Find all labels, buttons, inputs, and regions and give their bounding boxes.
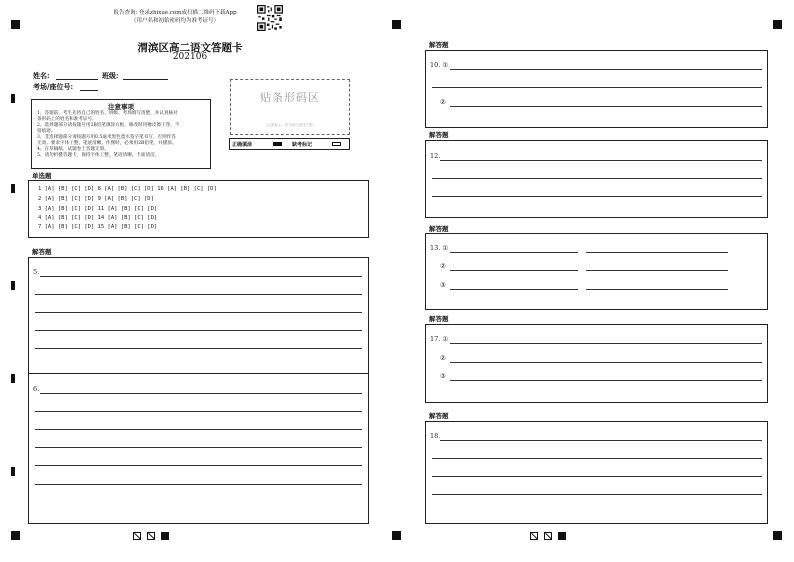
corner-mark-bottom-right bbox=[773, 531, 782, 540]
timing-mark-left-3 bbox=[11, 281, 15, 290]
question-12-number: 12. bbox=[430, 152, 441, 160]
notice-box bbox=[31, 99, 211, 169]
mc-row[interactable]: 7 [A] [B] [C] [D] 15 [A] [B] [C] [D] bbox=[38, 224, 158, 230]
q13-writing-line[interactable] bbox=[450, 289, 578, 290]
q6-writing-line[interactable] bbox=[35, 429, 362, 430]
absent-mark-label: 缺考标记 bbox=[292, 142, 313, 148]
answer-section-label-q17: 解答题 bbox=[429, 315, 449, 323]
answer-box-q17 bbox=[425, 324, 768, 403]
class-label: 班级: bbox=[102, 71, 119, 80]
class-input-line[interactable] bbox=[123, 79, 168, 80]
qr-code-icon bbox=[257, 5, 283, 31]
exam-title: 渭滨区高二语文答题卡 bbox=[137, 42, 243, 54]
q10-writing-line[interactable] bbox=[450, 106, 762, 107]
timing-mark-left-1 bbox=[11, 94, 15, 103]
q5-writing-line[interactable] bbox=[35, 294, 362, 295]
q12-writing-line[interactable] bbox=[432, 178, 762, 179]
q5-writing-line[interactable] bbox=[35, 330, 362, 331]
footer-check-icon bbox=[133, 532, 141, 540]
question-18-number: 18. bbox=[430, 432, 441, 440]
answer-section-label-q10: 解答题 bbox=[429, 41, 449, 49]
question-17-part-2: ② bbox=[440, 354, 446, 362]
report-query-line-2: （用户名和初始密码均为准考证号） bbox=[130, 18, 219, 24]
q17-writing-line[interactable] bbox=[450, 343, 762, 344]
footer-check-icon bbox=[544, 532, 552, 540]
q18-writing-line[interactable] bbox=[440, 440, 762, 441]
notice-line: 条形码上的姓名和准考证号。 bbox=[37, 117, 97, 122]
q17-writing-line[interactable] bbox=[450, 362, 762, 363]
notice-title: 注意事项 bbox=[108, 103, 134, 111]
q13-writing-line[interactable] bbox=[450, 270, 578, 271]
mc-row[interactable]: 1 [A] [B] [C] [D] 8 [A] [B] [C] [D] 16 [A] [B] [C] [D] bbox=[38, 186, 217, 192]
footer-check-icon bbox=[530, 532, 538, 540]
question-5-number: 5. bbox=[33, 268, 40, 276]
name-input-line[interactable] bbox=[56, 79, 98, 80]
report-query-note bbox=[100, 9, 250, 25]
answer-section-label-q12: 解答题 bbox=[429, 131, 449, 139]
q12-writing-line[interactable] bbox=[432, 196, 762, 197]
q17-writing-line[interactable] bbox=[450, 380, 762, 381]
seat-input-line[interactable] bbox=[80, 90, 98, 91]
question-10-number: 10. ① bbox=[430, 61, 449, 69]
notice-line: 4、在草稿纸、试题卷上答题无效。 bbox=[37, 147, 109, 152]
answer-section-label-left: 解答题 bbox=[32, 248, 52, 256]
q6-writing-line[interactable] bbox=[35, 484, 362, 485]
q6-writing-line[interactable] bbox=[40, 393, 362, 394]
notice-line: 留痕迹。 bbox=[37, 129, 56, 134]
notice-line: 3、非选择题部分请按题号用0.5毫米黑色墨水签字笔书写，否则作答 bbox=[37, 135, 176, 140]
q6-writing-line[interactable] bbox=[35, 465, 362, 466]
timing-mark-left-5 bbox=[11, 467, 15, 476]
notice-line: 2、选择题部分请按题号用2B铅笔填涂方框，修改时用橡皮擦干净，不 bbox=[37, 123, 180, 128]
notice-line: 5、请勿折叠答题卡，保持字体工整、笔迹清晰、卡面清洁。 bbox=[37, 153, 160, 158]
answer-box-q5 bbox=[28, 257, 369, 374]
barcode-area bbox=[230, 79, 350, 135]
mc-row[interactable]: 3 [A] [B] [C] [D] 11 [A] [B] [C] [D] bbox=[38, 206, 158, 212]
correct-fill-sample bbox=[273, 142, 282, 146]
answer-box-q6 bbox=[28, 373, 369, 524]
notice-line: 无效。要求字体工整、笔迹清晰。作图时，必须用2B铅笔，并描浓。 bbox=[37, 141, 177, 146]
exam-code: 202106 bbox=[172, 52, 208, 62]
q6-writing-line[interactable] bbox=[35, 411, 362, 412]
q13-writing-line[interactable] bbox=[586, 289, 728, 290]
question-6-number: 6. bbox=[33, 385, 40, 393]
absent-mark-box[interactable] bbox=[332, 142, 341, 146]
q5-writing-line[interactable] bbox=[35, 312, 362, 313]
answer-box-q12 bbox=[425, 140, 768, 218]
footer-filled-mark bbox=[558, 532, 566, 540]
q10-writing-line[interactable] bbox=[450, 69, 762, 70]
question-13-part-3: ③ bbox=[440, 281, 446, 289]
answer-section-label-q13: 解答题 bbox=[429, 225, 449, 233]
q12-writing-line[interactable] bbox=[440, 160, 762, 161]
question-10-part-2: ② bbox=[440, 98, 446, 106]
question-17-part-3: ③ bbox=[440, 372, 446, 380]
mc-section-label: 单选题 bbox=[32, 172, 52, 180]
mid-mark-left-bottom bbox=[392, 531, 401, 540]
report-query-line-1: 报告查询: 登录zhixue.com或扫描二维码下载App bbox=[113, 10, 237, 16]
mid-mark-left bbox=[392, 20, 401, 29]
q6-writing-line[interactable] bbox=[35, 447, 362, 448]
question-13-part-2: ② bbox=[440, 262, 446, 270]
answer-box-q18 bbox=[425, 421, 768, 524]
q13-writing-line[interactable] bbox=[586, 270, 728, 271]
answer-box-q10 bbox=[425, 50, 768, 128]
q18-writing-line[interactable] bbox=[432, 476, 762, 477]
name-label: 姓名: bbox=[33, 71, 50, 80]
question-13-number: 13. ① bbox=[430, 244, 449, 252]
mc-row[interactable]: 4 [A] [B] [C] [D] 14 [A] [B] [C] [D] bbox=[38, 215, 158, 221]
barcode-hint: （正面朝上，切勿贴出虚线方框） bbox=[263, 123, 317, 127]
corner-mark-top-right bbox=[773, 20, 782, 29]
q13-writing-line[interactable] bbox=[450, 252, 578, 253]
timing-mark-left-4 bbox=[11, 374, 15, 383]
mc-row[interactable]: 2 [A] [B] [C] [D] 9 [A] [B] [C] [D] bbox=[38, 196, 154, 202]
q13-writing-line[interactable] bbox=[586, 252, 728, 253]
q18-writing-line[interactable] bbox=[432, 494, 762, 495]
q18-writing-line[interactable] bbox=[432, 458, 762, 459]
q5-writing-line[interactable] bbox=[35, 348, 362, 349]
corner-mark-bottom-left bbox=[11, 531, 20, 540]
answer-box-q13 bbox=[425, 233, 768, 310]
footer-check-icon bbox=[147, 532, 155, 540]
q5-writing-line[interactable] bbox=[40, 276, 362, 277]
notice-line: 1、答题前，考生先将自己的姓名、班级、考场填写清楚，并认真核对 bbox=[37, 111, 178, 116]
question-17-number: 17. ① bbox=[430, 335, 449, 343]
timing-mark-left-2 bbox=[11, 184, 15, 193]
correct-fill-label: 正确填涂 bbox=[232, 142, 253, 148]
seat-label: 考场/座位号: bbox=[33, 82, 74, 91]
q10-writing-line[interactable] bbox=[432, 87, 762, 88]
barcode-label: 贴条形码区 bbox=[260, 91, 320, 104]
corner-mark-top-left bbox=[11, 20, 20, 29]
footer-filled-mark bbox=[161, 532, 169, 540]
answer-section-label-q18: 解答题 bbox=[429, 412, 449, 420]
